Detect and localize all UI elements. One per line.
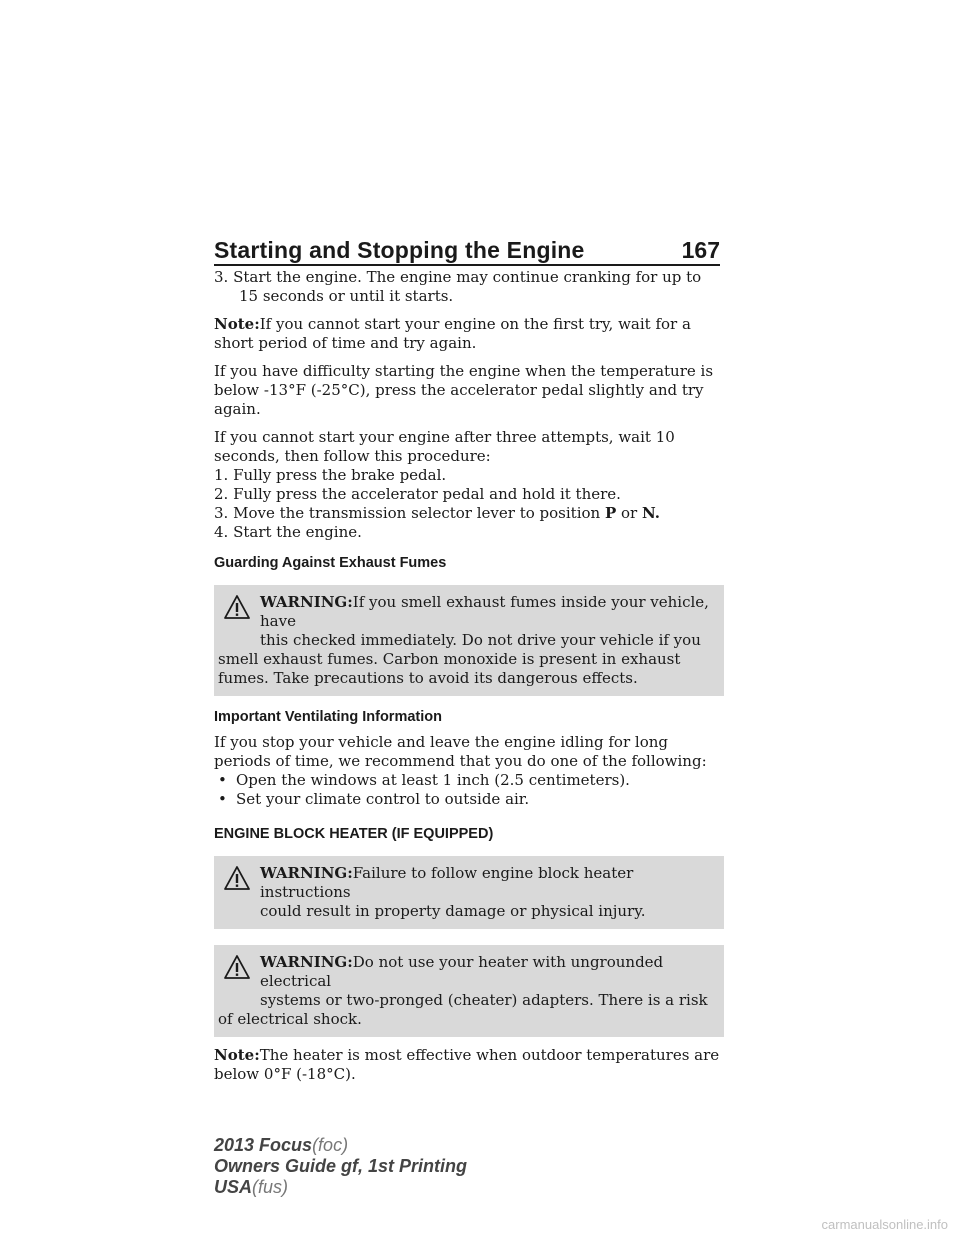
procedure-step-2: 2. Fully press the accelerator pedal and hold it there. [214,485,621,503]
note-heater-effective: Note:The heater is most effective when outdoor temperatures are below 0°F (-18°C). [214,1046,720,1083]
warning-box-exhaust: WARNING:If you smell exhaust fumes inside your vehicle, have this checked immediately. Do not drive your vehicle if you smell exhaust fumes. Carbon monoxide is present in exhaust fumes. Take precautions to avoid its dangerous effects. [214,585,724,696]
page-number: 167 [681,237,720,263]
footer-market: USA(fus) [214,1177,289,1197]
header-rule [214,264,720,266]
warning-label: WARNING: [260,864,353,882]
warning-triangle-icon [224,866,250,890]
bullet-windows: • Open the windows at least 1 inch (2.5 centimeters). [218,771,630,789]
warning-triangle-icon [224,955,250,979]
warning-text: could result in property damage or physical injury. [260,902,646,920]
warning-label: WARNING: [260,593,353,611]
watermark: carmanualsonline.info [821,1217,948,1232]
step-3-continued: 15 seconds or until it starts. [239,287,454,305]
note-first-try: Note:If you cannot start your engine on the first try, wait for a short period of time and try again. [214,315,691,352]
para-three-attempts: If you cannot start your engine after three attempts, wait 10 seconds, then follow this procedure: [214,428,675,465]
bullet-climate: • Set your climate control to outside air. [218,790,530,808]
heading-exhaust-fumes: Guarding Against Exhaust Fumes [214,555,447,571]
footer-model: 2013 Focus(foc) [214,1135,349,1155]
page-header [214,228,720,264]
warning-text: this checked immediately. Do not drive your vehicle if you smell exhaust fumes. Carbon monoxide is present in exhaust fumes. Take precautions to avoid its dangerous effects. [218,631,701,687]
warning-box-heater-instructions: WARNING:Failure to follow engine block heater instructions could result in property damage or physical injury. [214,856,724,929]
warning-text: systems or two-pronged (cheater) adapters. There is a risk of electrical shock. [218,991,708,1028]
warning-label: WARNING: [260,953,353,971]
step-3: 3. Start the engine. The engine may continue cranking for up to [214,268,702,286]
page-content [214,268,724,1084]
footer-guide: Owners Guide gf, 1st Printing [214,1156,468,1176]
warning-triangle-icon [224,595,250,619]
warning-box-ungrounded: WARNING:Do not use your heater with ungrounded electrical systems or two-pronged (cheater) adapters. There is a risk of electrical shock. [214,945,724,1037]
heading-ventilating: Important Ventilating Information [214,709,442,725]
para-ventilating: If you stop your vehicle and leave the engine idling for long periods of time, we recommend that you do one of the following: [214,733,707,770]
page-title: Starting and Stopping the Engine [214,237,585,263]
procedure-step-1: 1. Fully press the brake pedal. [214,466,447,484]
para-cold-start: If you have difficulty starting the engine when the temperature is below -13°F (-25°C), press the accelerator pedal slightly and try again. [214,362,714,418]
heading-engine-block-heater: ENGINE BLOCK HEATER (IF EQUIPPED) [214,826,494,842]
procedure-step-3: 3. Move the transmission selector lever to position P or N. [214,504,660,522]
document-footer [214,1135,467,1198]
procedure-step-4: 4. Start the engine. [214,523,362,541]
